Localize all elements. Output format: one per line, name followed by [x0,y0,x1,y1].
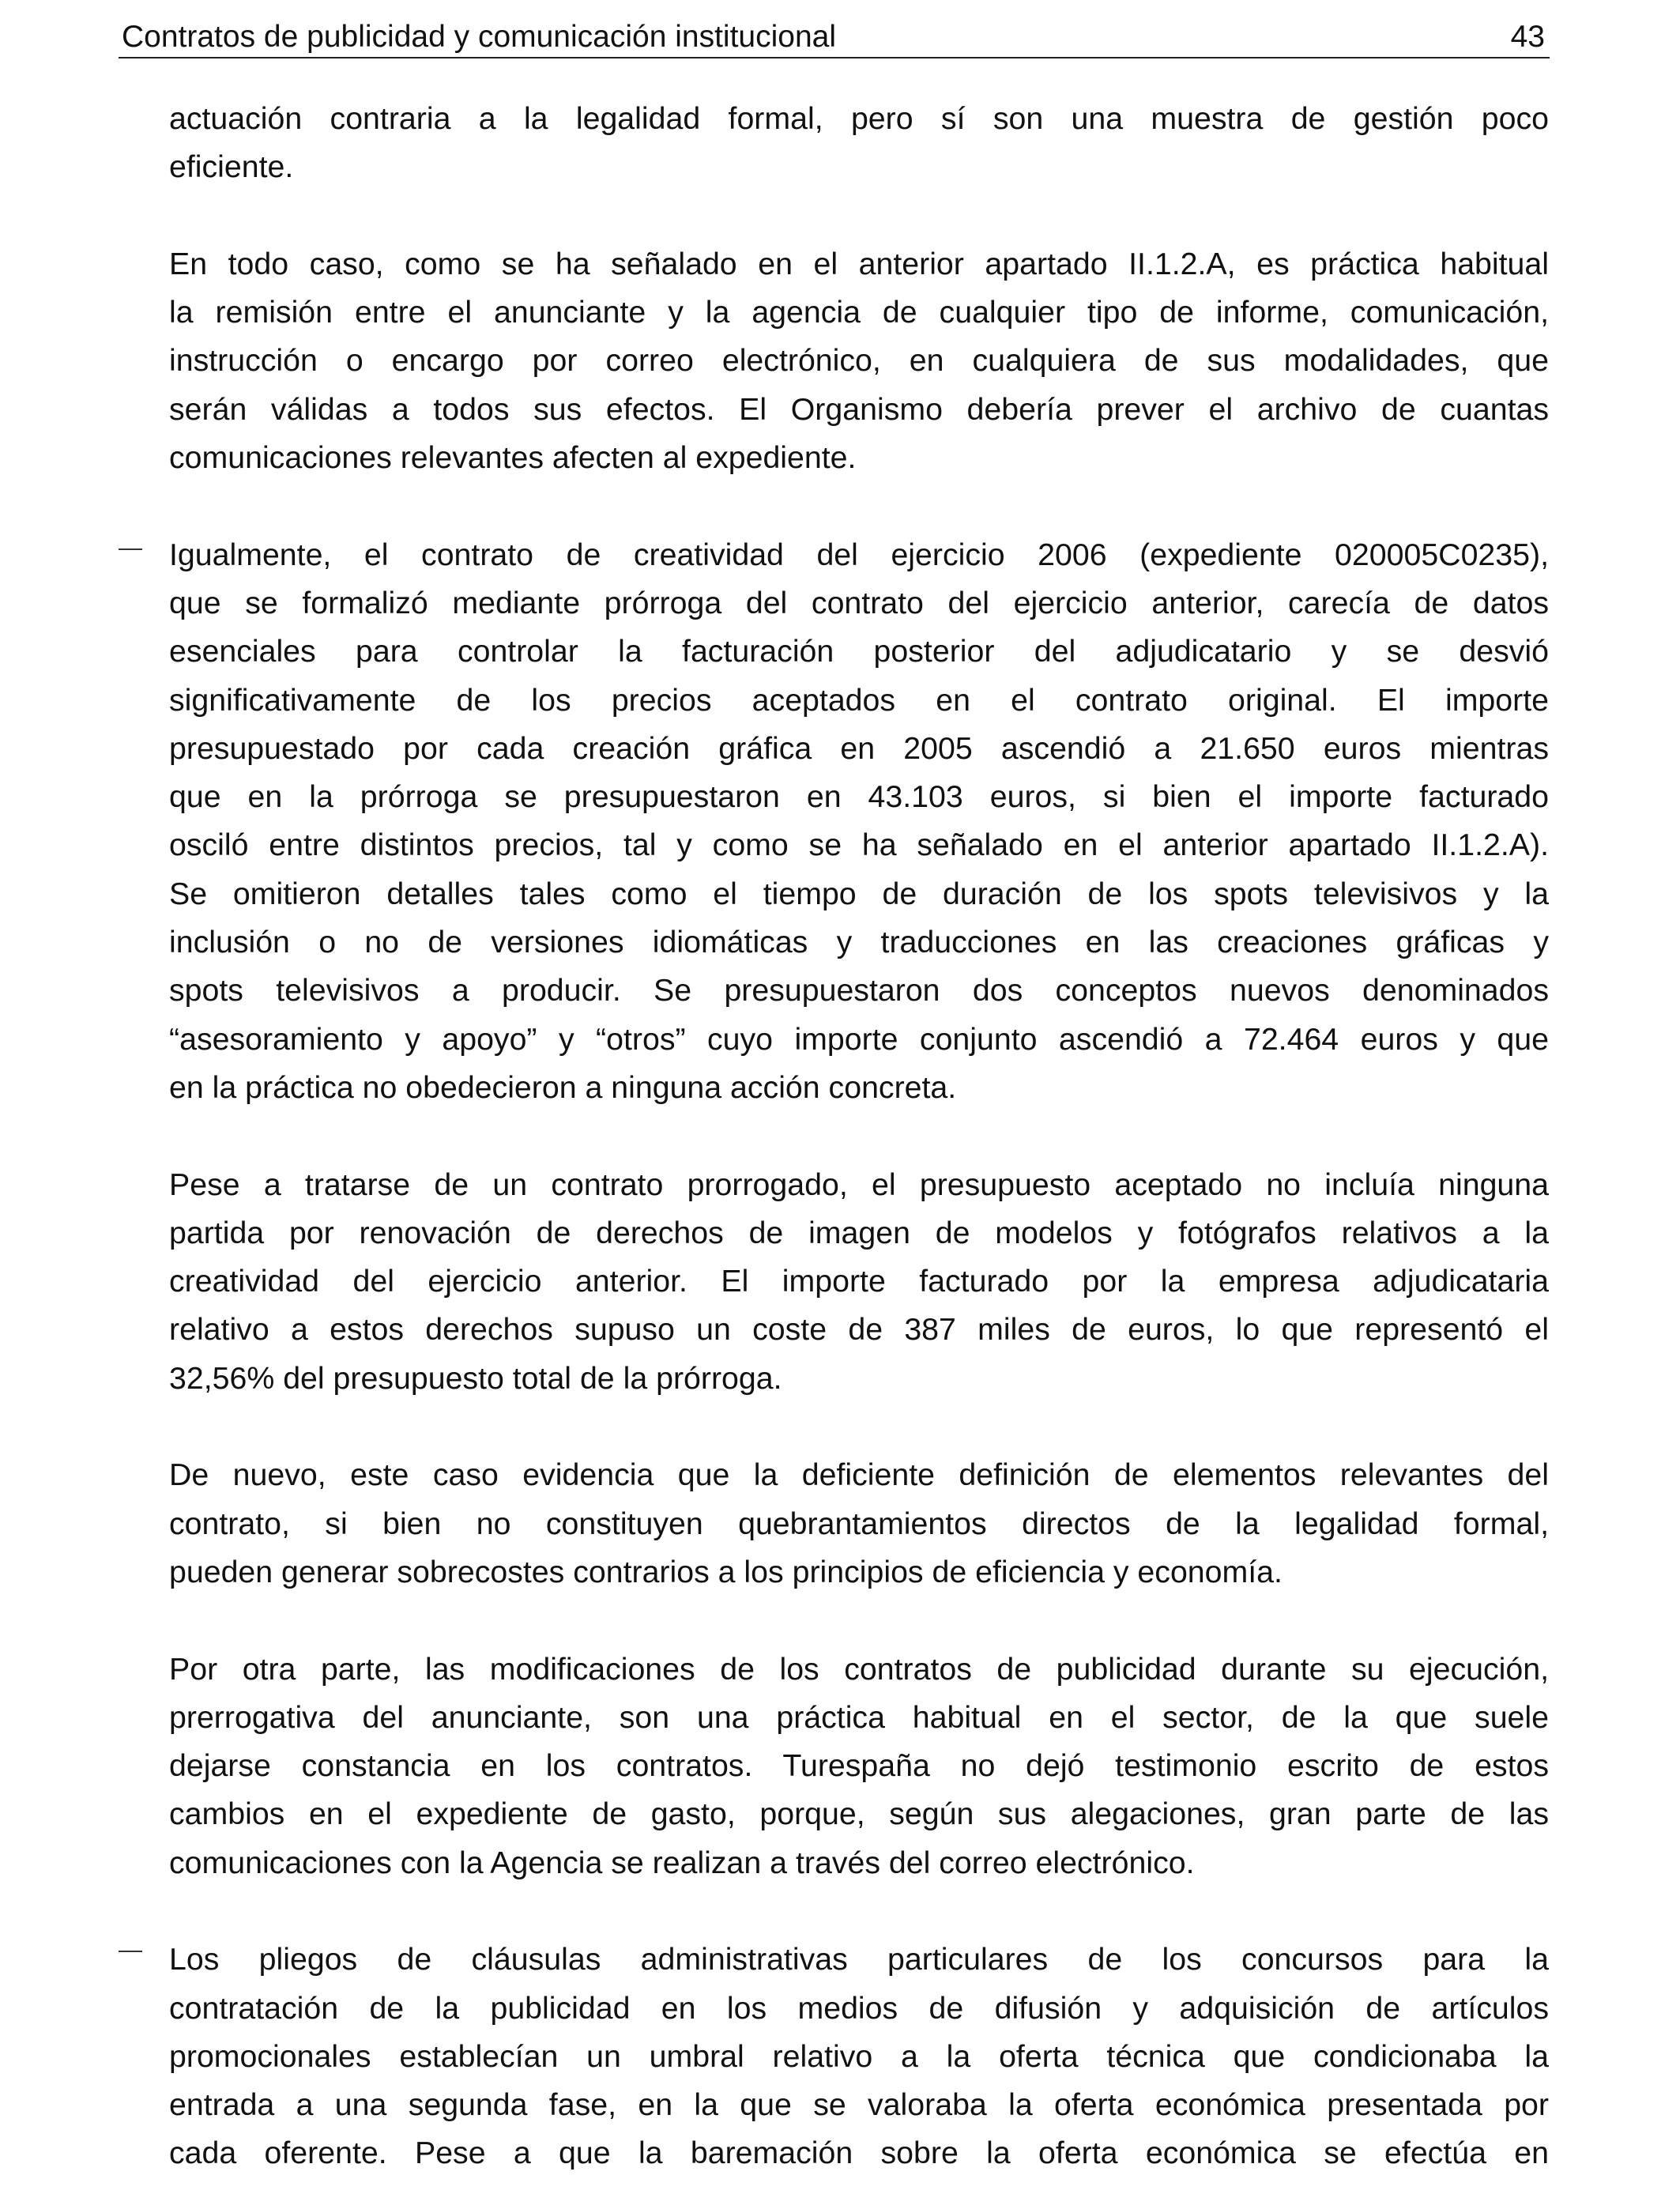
text-line: partida por renovación de derechos de imagen de modelos y fotógrafos relativos a la [169,1215,1549,1250]
page-number: 43 [1510,20,1545,54]
text-line: Por otra parte, las modificaciones de los contratos de publicidad durante su ejecución, [169,1651,1549,1687]
paragraph-gap [169,1596,1549,1645]
text-line: relativo a estos derechos supuso un coste de 387 miles de euros, lo que representó el [169,1312,1549,1348]
running-header [119,11,1550,58]
text-line: promocionales establecían un umbral relativo a la oferta técnica que condicionaba la [169,2038,1549,2074]
text-line: inclusión o no de versiones idiomáticas y traducciones en las creaciones gráficas y [169,925,1549,960]
text-line: pueden generar sobrecostes contrarios a los principios de eficiencia y economía. [169,1554,1283,1589]
paragraph-gap [169,1403,1549,1451]
text-line: presupuestado por cada creación gráfica en 2005 ascendió a 21.650 euros mientras [169,730,1549,766]
text-line: prerrogativa del anunciante, son una práctica habitual en el sector, de la que suele [169,1699,1549,1735]
text-line: en la práctica no obedecieron a ninguna acción concreta. [169,1069,957,1105]
text-line: creatividad del ejercicio anterior. El importe facturado por la empresa adjudicataria [169,1264,1549,1299]
text-line: comunicaciones relevantes afecten al expediente. [169,440,857,476]
text-line: entrada a una segunda fase, en la que se valoraba la oferta económica presentada por [169,2087,1549,2123]
bullet-paragraph [169,1936,1549,2177]
bullet-dash-1 [119,548,142,550]
text-line: cambios en el expediente de gasto, porque, según sus alegaciones, gran parte de las [169,1796,1549,1832]
text-line: 32,56% del presupuesto total de la prórroga. [169,1360,782,1396]
paragraph [169,1161,1549,1403]
paragraph [169,240,1549,482]
text-line: osciló entre distintos precios, tal y como se ha señalado en el anterior apartado II.1.2.A). [169,827,1549,863]
text-line: De nuevo, este caso evidencia que la deficiente definición de elementos relevantes del [169,1457,1549,1493]
text-line: esenciales para controlar la facturación posterior del adjudicatario y se desvió [169,634,1549,669]
paragraph [169,1451,1549,1596]
text-line: instrucción o encargo por correo electrónico, en cualquiera de sus modalidades, que [169,343,1549,379]
text-line: spots televisivos a producir. Se presupuestaron dos conceptos nuevos denominados [169,973,1549,1008]
header-title: Contratos de publicidad y comunicación institucional [122,20,837,54]
text-line: comunicaciones con la Agencia se realizan a través del correo electrónico. [169,1845,1195,1880]
text-line: En todo caso, como se ha señalado en el anterior apartado II.1.2.A, es práctica habitual [169,246,1549,281]
text-line: cada oferente. Pese a que la baremación sobre la oferta económica se efectúa en [169,2136,1549,2171]
text-line: eficiente. [169,149,294,185]
text-line: que en la prórroga se presupuestaron en 43.103 euros, si bien el importe facturado [169,779,1549,815]
text-line: dejarse constancia en los contratos. Turespaña no dejó testimonio escrito de estos [169,1748,1549,1784]
text-line: que se formalizó mediante prórroga del contrato del ejercicio anterior, carecía de datos [169,585,1549,620]
paragraph-gap [169,482,1549,530]
text-line: contratación de la publicidad en los medios de difusión y adquisición de artículos [169,1990,1549,2026]
text-line: Igualmente, el contrato de creatividad del ejercicio 2006 (expediente 020005C0235), [169,537,1549,572]
text-line: actuación contraria a la legalidad formal, pero sí son una muestra de gestión poco [169,101,1549,136]
paragraph-gap [169,1112,1549,1160]
text-line: Pese a tratarse de un contrato prorrogado, el presupuesto aceptado no incluía ninguna [169,1167,1549,1202]
text-line: Los pliegos de cláusulas administrativas particulares de los concursos para la [169,1942,1549,1977]
text-line: la remisión entre el anunciante y la agencia de cualquier tipo de informe, comunicación, [169,295,1549,330]
text-line: contrato, si bien no constituyen quebrantamientos directos de la legalidad formal, [169,1506,1549,1541]
text-line: significativamente de los precios aceptados en el contrato original. El importe [169,682,1549,718]
paragraph [169,95,1549,192]
text-line: Se omitieron detalles tales como el tiempo de duración de los spots televisivos y la [169,876,1549,911]
paragraph [169,1646,1549,1887]
text-line: serán válidas a todos sus efectos. El Organismo debería prever el archivo de cuantas [169,391,1549,427]
paragraph-gap [169,1887,1549,1936]
body-text [169,95,1549,2178]
paragraph-gap [169,192,1549,240]
bullet-paragraph [169,531,1549,1113]
text-line: “asesoramiento y apoyo” y “otros” cuyo importe conjunto ascendió a 72.464 euros y que [169,1021,1549,1057]
bullet-dash-2 [119,1951,142,1952]
